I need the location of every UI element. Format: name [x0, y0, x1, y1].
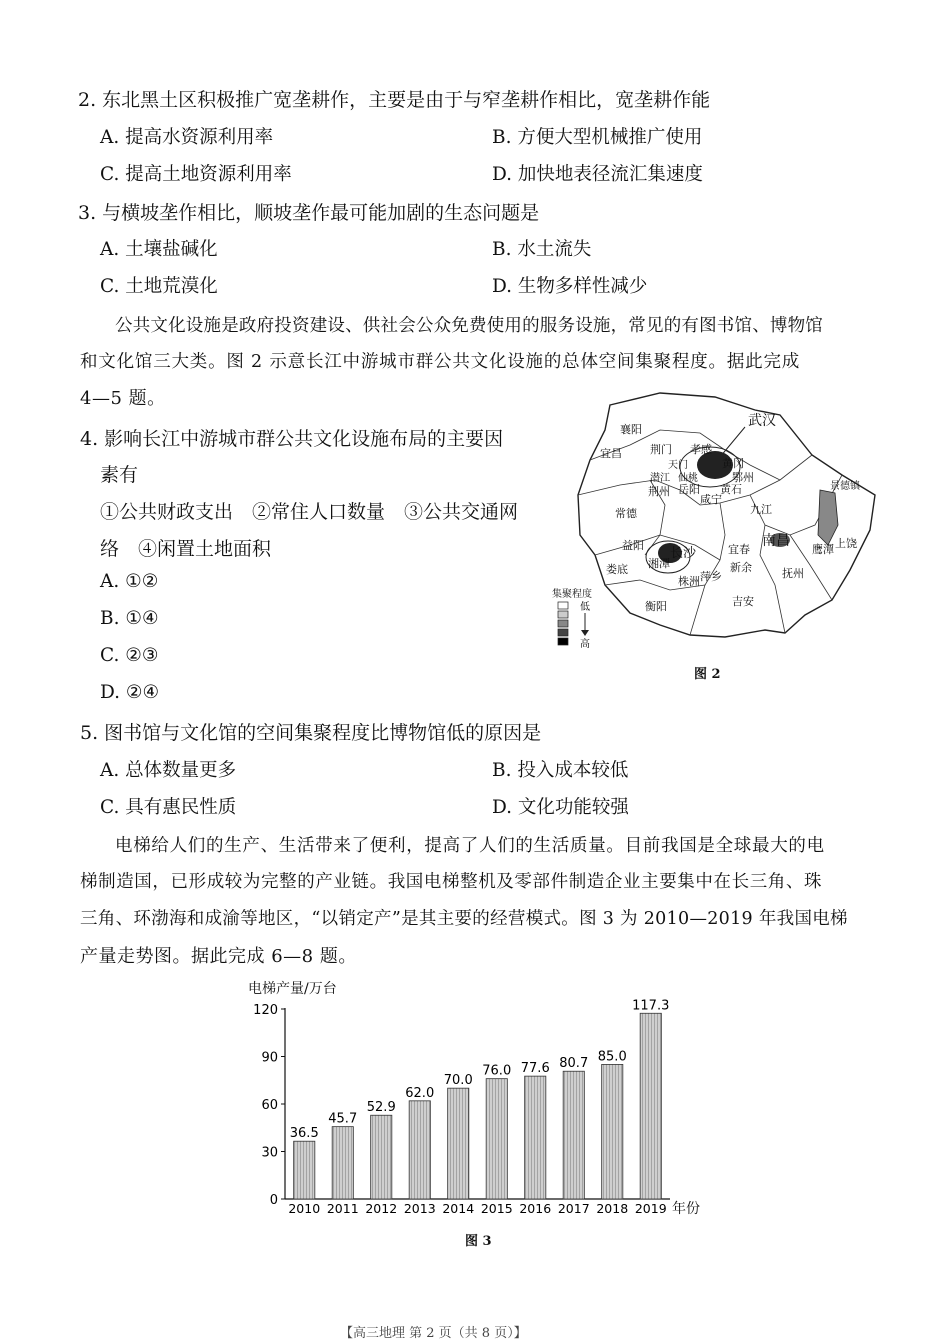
page-footer: 【高三地理 第 2 页（共 8 页）】 — [340, 1326, 527, 1341]
city-label: 景德镇 — [830, 481, 860, 492]
q5-option-a: A. 总体数量更多 — [100, 760, 237, 781]
x-tick-label: 2010 — [288, 1201, 321, 1216]
chart-xlabel: 年份 — [672, 1201, 700, 1217]
q4-option-a: A. ①② — [100, 571, 159, 592]
q5-option-d: D. 文化功能较强 — [492, 797, 629, 818]
city-label: 新余 — [730, 561, 752, 574]
legend-title: 集聚程度 — [552, 589, 592, 600]
bar-2016 — [525, 1076, 546, 1199]
x-tick-label: 2014 — [442, 1201, 475, 1216]
bar-value-label: 70.0 — [443, 1073, 473, 1089]
city-label: 潜江 — [650, 473, 670, 484]
city-label: 天门 — [668, 460, 688, 471]
passage1-line1: 公共文化设施是政府投资建设、供社会公众免费使用的服务设施，常见的有图书馆、博物馆 — [115, 316, 823, 336]
q2-stem: 2. 东北黑土区积极推广宽垄耕作，主要是由于与窄垄耕作相比，宽垄耕作能 — [78, 89, 711, 111]
city-label: 鹰潭 — [812, 543, 834, 556]
q4-factors-line1: ①公共财政支出 ②常住人口数量 ③公共交通网 — [100, 501, 519, 523]
city-label: 荆州 — [648, 485, 670, 498]
city-label: 益阳 — [622, 539, 644, 552]
city-label: 湘潭 — [648, 557, 670, 570]
legend-low: 低 — [580, 602, 590, 613]
passage1-line2: 和文化馆三大类。图 2 示意长江中游城市群公共文化设施的总体空间集聚程度。据此完成 — [80, 352, 801, 372]
x-tick-label: 2011 — [326, 1201, 359, 1216]
q2-option-a: A. 提高水资源利用率 — [100, 127, 274, 148]
legend-arrow-head — [581, 630, 589, 636]
x-tick-label: 2015 — [480, 1201, 513, 1216]
q3-option-d: D. 生物多样性减少 — [492, 276, 648, 297]
elevator-production-chart — [240, 975, 720, 1220]
city-label: 黄冈 — [722, 457, 744, 470]
city-label: 宜春 — [728, 543, 750, 556]
x-tick-label: 2018 — [596, 1201, 629, 1216]
bar-2014 — [448, 1088, 469, 1199]
city-label: 萍乡 — [700, 570, 722, 583]
bar-2013 — [409, 1101, 430, 1199]
city-label: 上饶 — [835, 537, 857, 550]
chart-caption: 图 3 — [465, 1234, 492, 1249]
city-label: 常德 — [615, 507, 637, 520]
regional-map — [550, 385, 880, 685]
city-label: 株洲 — [678, 575, 700, 588]
q5-option-c: C. 具有惠民性质 — [100, 797, 237, 818]
bar-value-label: 62.0 — [405, 1085, 435, 1101]
legend-swatch-5 — [558, 638, 568, 645]
y-tick-label: 30 — [261, 1145, 278, 1161]
bar-value-label: 117.3 — [632, 998, 670, 1014]
x-tick-label: 2016 — [519, 1201, 552, 1216]
x-tick-label: 2013 — [403, 1201, 436, 1216]
map-caption: 图 2 — [694, 667, 721, 682]
passage1-line3: 4—5 题。 — [80, 388, 166, 409]
legend-swatch-1 — [558, 602, 568, 609]
city-label: 衡阳 — [645, 600, 667, 613]
city-label: 孝感 — [690, 443, 712, 456]
city-label: 吉安 — [732, 595, 754, 608]
legend-swatch-4 — [558, 629, 568, 636]
bar-2017 — [563, 1071, 584, 1199]
bar-2019 — [640, 1013, 661, 1199]
city-label: 黄石 — [720, 483, 742, 496]
x-tick-label: 2012 — [365, 1201, 398, 1216]
q3-option-a: A. 土壤盐碱化 — [100, 239, 218, 260]
city-label: 仙桃 — [678, 473, 698, 484]
q2-option-b: B. 方便大型机械推广使用 — [492, 127, 703, 148]
city-label: 宜昌 — [600, 447, 622, 460]
q3-option-b: B. 水土流失 — [492, 239, 592, 260]
city-label: 九江 — [750, 503, 772, 516]
q4-option-d: D. ②④ — [100, 682, 160, 703]
bar-2012 — [371, 1115, 392, 1199]
bar-2010 — [294, 1141, 315, 1199]
city-label: 武汉 — [748, 413, 776, 429]
bar-2015 — [486, 1079, 507, 1199]
chart-ylabel: 电梯产量/万台 — [248, 981, 337, 997]
y-tick-label: 120 — [253, 1003, 278, 1018]
city-label: 抚州 — [782, 567, 804, 580]
bar-value-label: 80.7 — [559, 1056, 589, 1072]
city-label: 南昌 — [762, 533, 790, 549]
city-label: 襄阳 — [620, 423, 642, 436]
passage2-line1: 电梯给人们的生产、生活带来了便利，提高了人们的生活质量。目前我国是全球最大的电 — [115, 836, 825, 856]
bar-value-label: 77.6 — [520, 1061, 550, 1077]
legend-high: 高 — [580, 639, 590, 650]
q4-option-b: B. ①④ — [100, 608, 159, 629]
bar-value-label: 85.0 — [597, 1049, 627, 1065]
q4-stem-line2: 素有 — [100, 464, 139, 486]
bar-2018 — [602, 1064, 623, 1199]
q3-option-c: C. 土地荒漠化 — [100, 276, 218, 297]
legend-swatch-2 — [558, 611, 568, 618]
q5-stem: 5. 图书馆与文化馆的空间集聚程度比博物馆低的原因是 — [80, 722, 542, 744]
city-label: 长沙 — [670, 546, 697, 561]
y-tick-label: 60 — [261, 1098, 278, 1113]
passage2-line4: 产量走势图。据此完成 6—8 题。 — [80, 946, 357, 967]
q5-option-b: B. 投入成本较低 — [492, 760, 629, 781]
y-tick-label: 0 — [269, 1193, 278, 1208]
q2-option-c: C. 提高土地资源利用率 — [100, 164, 292, 185]
bar-value-label: 45.7 — [328, 1111, 358, 1127]
q3-stem: 3. 与横坡垄作相比，顺坡垄作最可能加剧的生态问题是 — [78, 202, 540, 224]
bar-value-label: 52.9 — [366, 1100, 396, 1116]
city-label: 娄底 — [606, 563, 628, 576]
q4-stem-line1: 4. 影响长江中游城市群公共文化设施布局的主要因 — [80, 428, 504, 450]
bar-value-label: 36.5 — [289, 1126, 319, 1142]
passage2-line3: 三角、环渤海和成渝等地区，“以销定产”是其主要的经营模式。图 3 为 2010—2019 年我国电梯 — [80, 909, 848, 929]
city-label: 咸宁 — [700, 493, 722, 506]
y-tick-label: 90 — [261, 1050, 278, 1066]
bar-value-label: 76.0 — [482, 1063, 512, 1079]
q4-factors-line2: 络 ④闲置土地面积 — [100, 538, 272, 560]
x-tick-label: 2019 — [634, 1201, 667, 1216]
city-label: 荆门 — [650, 443, 672, 456]
x-tick-label: 2017 — [557, 1201, 590, 1216]
legend-swatch-3 — [558, 620, 568, 627]
city-label: 岳阳 — [678, 483, 700, 496]
q4-option-c: C. ②③ — [100, 645, 159, 666]
q2-option-d: D. 加快地表径流汇集速度 — [492, 164, 703, 185]
passage2-line2: 梯制造国，已形成较为完整的产业链。我国电梯整机及零部件制造企业主要集中在长三角、珠 — [80, 872, 823, 892]
city-label: 鄂州 — [732, 471, 754, 484]
bar-2011 — [332, 1127, 353, 1199]
